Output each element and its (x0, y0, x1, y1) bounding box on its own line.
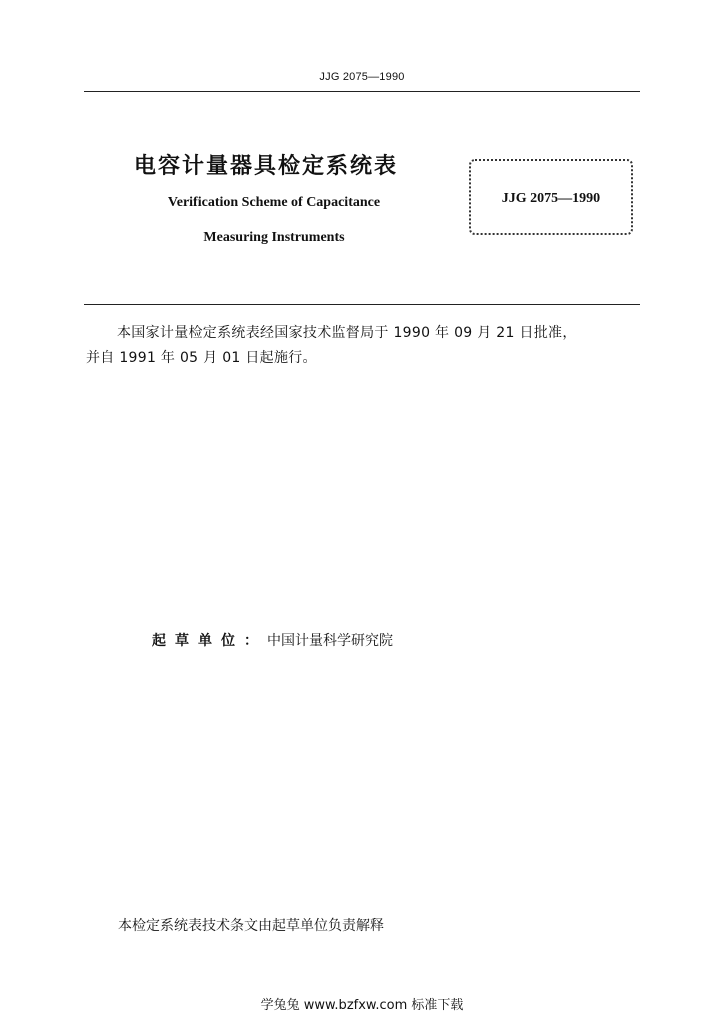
drafting-unit-value: 中国计量科学研究院 (267, 633, 393, 649)
standard-code-box-text: JJG 2075—1990 (501, 191, 601, 206)
approval-line-1: 本国家计量检定系统表经国家技术监督局于 1990 年 09 月 21 日批准， (117, 325, 577, 341)
document-title-cn: 电容计量器具检定系统表 (134, 154, 399, 179)
interpretation-note: 本检定系统表技术条文由起草单位负责解释 (118, 918, 384, 934)
drafting-unit (152, 630, 393, 650)
document-title-en-line1: Verification Scheme of Capacitance (167, 195, 381, 210)
approval-statement (86, 321, 642, 371)
title-divider-rule (84, 304, 640, 305)
document-title-en-line2: Measuring Instruments (203, 230, 345, 245)
footer-watermark-text: 学兔兔 www.bzfxw.com 标准下载 (260, 998, 464, 1013)
drafting-unit-label: 起草单位： (152, 633, 267, 649)
approval-line-2: 并自 1991 年 05 月 01 日起施行。 (86, 350, 317, 366)
header-rule (84, 91, 640, 92)
header-standard-code: JJG 2075—1990 (319, 71, 405, 83)
